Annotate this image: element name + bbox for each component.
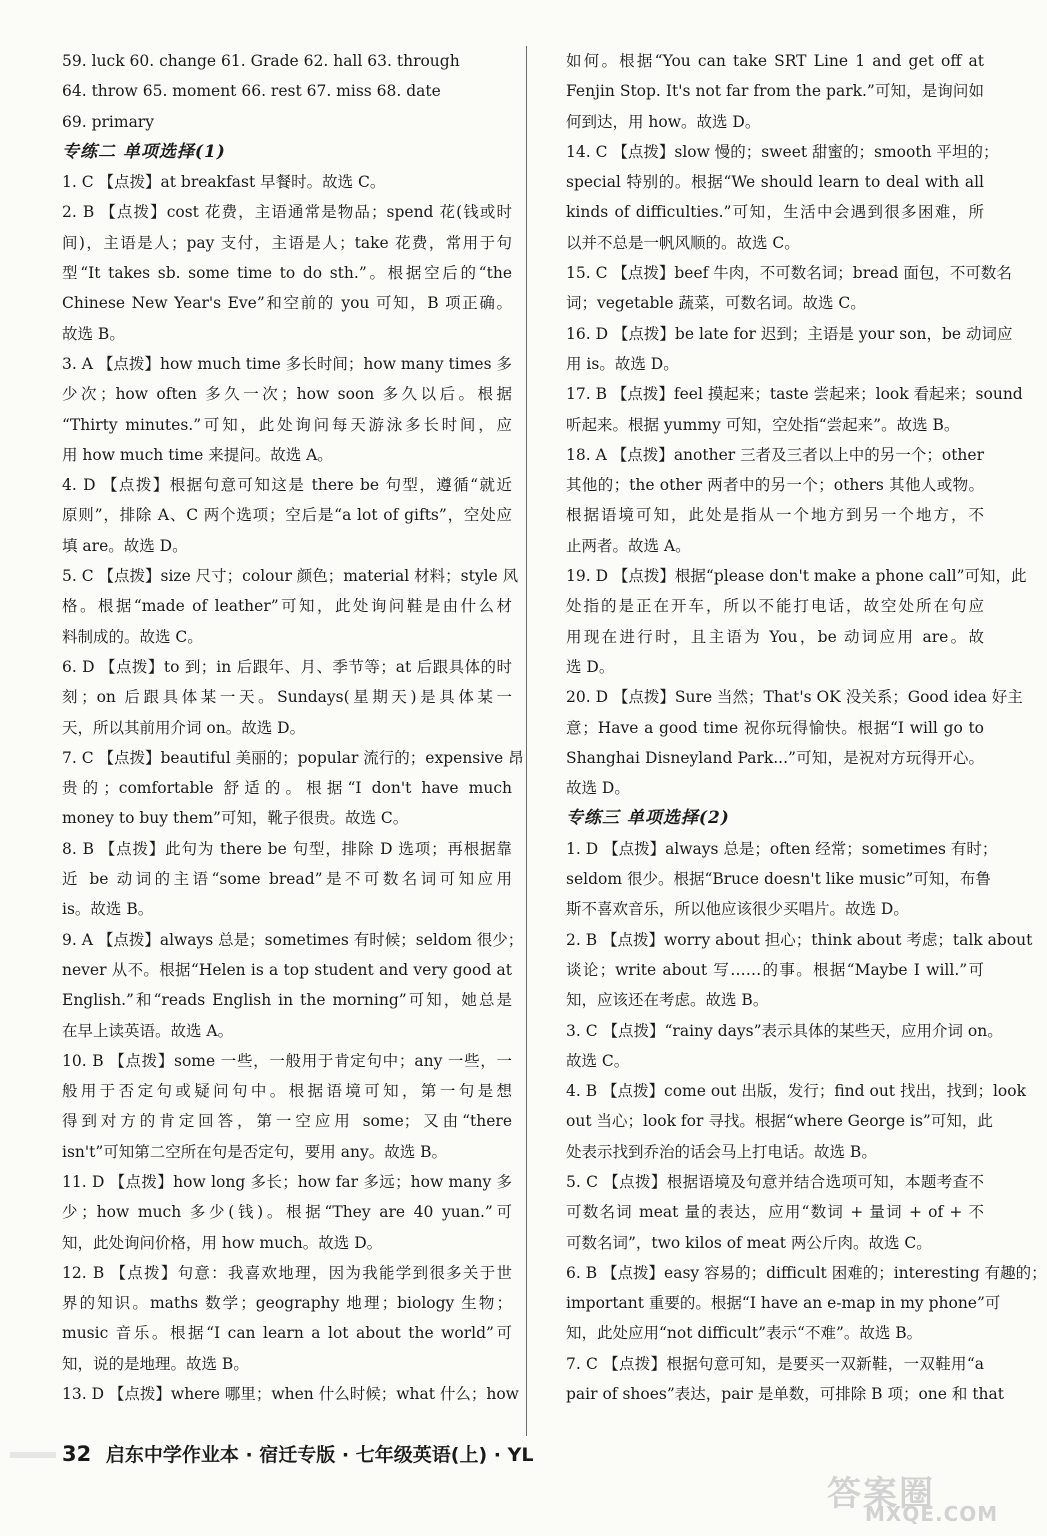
text-line: 4. D 【点拨】根据句意可知这是 there be 句型，遵循“就近 xyxy=(62,476,512,495)
text-line: 以并不总是一帆风顺的。故选 C。 xyxy=(566,233,800,252)
text-line: pair of shoes”表达，pair 是单数，可排除 B 项；one 和 that xyxy=(566,1385,1004,1404)
text-line: 少次；how often 多久一次；how soon 多久以后。根据 xyxy=(62,385,512,404)
text-line: is。故选 B。 xyxy=(62,900,154,919)
text-line: 填 are。故选 D。 xyxy=(62,536,188,555)
text-line: Shanghai Disneyland Park...”可知，是祝对方玩得开心。 xyxy=(566,748,984,767)
text-line: 词；vegetable 蔬菜，可数名词。故选 C。 xyxy=(566,294,866,313)
text-line: 故选 C。 xyxy=(566,1051,630,1070)
text-line: 59. luck 60. change 61. Grade 62. hall 63. through xyxy=(62,52,460,70)
watermark-url: MXQE.COM xyxy=(865,1502,999,1526)
text-line: 谈论；write about 写……的事。根据“Maybe I will.”可 xyxy=(566,960,984,979)
text-line: 刻；on 后跟具体某一天。Sundays(星期天)是具体某一 xyxy=(62,688,512,707)
text-line: 用现在进行时，且主语为 You，be 动词应用 are。故 xyxy=(566,627,984,646)
text-line: kinds of difficulties.”可知，生活中会遇到很多困难，所 xyxy=(566,203,984,222)
text-line: 型“It takes sb. some time to do sth.”。根据空后的“the xyxy=(62,264,512,283)
section-heading: 专练三 单项选择(2) xyxy=(566,808,730,829)
text-line: 止两者。故选 A。 xyxy=(566,536,691,555)
text-line: 近 be 动词的主语“some bread”是不可数名词可知应用 xyxy=(62,870,512,889)
text-line: 16. D 【点拨】be late for 迟到；主语是 your son，be 动词应 xyxy=(566,324,1013,343)
text-line: 可数名词 meat 量的表达，应用“数词 + 量词 + of + 不 xyxy=(566,1203,984,1222)
text-line: important 重要的。根据“I have an e-map in my phone”可 xyxy=(566,1294,1001,1313)
text-line: 根据语境可知，此处是指从一个地方到另一个地方，不 xyxy=(566,506,984,525)
text-line: 9. A 【点拨】always 总是；sometimes 有时候；seldom 很少； xyxy=(62,930,524,949)
text-line: 20. D 【点拨】Sure 当然；That's OK 没关系；Good idea 好主 xyxy=(566,688,1023,707)
page-number: 32 xyxy=(62,1442,92,1466)
text-line: 处表示找到乔治的话会马上打电话。故选 B。 xyxy=(566,1142,877,1161)
text-line: special 特别的。根据“We should learn to deal with all xyxy=(566,173,984,192)
text-line: seldom 很少。根据“Bruce doesn't like music”可知，布鲁 xyxy=(566,870,991,889)
text-line: 界的知识。maths 数学；geography 地理；biology 生物； xyxy=(62,1294,512,1313)
text-line: 天，所以其前用介词 on。故选 D。 xyxy=(62,718,306,737)
text-line: 何到达，用 how。故选 D。 xyxy=(566,112,761,131)
text-line: 7. C 【点拨】根据句意可知，是要买一双新鞋，一双鞋用“a xyxy=(566,1354,984,1373)
text-line: 7. C 【点拨】beautiful 美丽的；popular 流行的；expensive 昂 xyxy=(62,748,524,767)
text-line: 11. D 【点拨】how long 多长；how far 多远；how many 多 xyxy=(62,1172,512,1191)
text-line: 知，说的是地理。故选 B。 xyxy=(62,1354,249,1373)
text-line: 格。根据“made of leather”可知，此处询问鞋是由什么材 xyxy=(62,597,512,616)
text-line: 般用于否定句或疑问句中。根据语境可知，第一句是想 xyxy=(62,1082,512,1101)
text-line: 10. B 【点拨】some 一些，一般用于肯定句中；any 一些，一 xyxy=(62,1051,512,1070)
section-heading: 专练二 单项选择(1) xyxy=(62,141,226,162)
text-line: 原则”，排除 A、C 两个选项；空后是“a lot of gifts”，空处应 xyxy=(62,506,512,525)
text-line: 用 is。故选 D。 xyxy=(566,354,679,373)
text-line: Chinese New Year's Eve”和空前的 you 可知，B 项正确。 xyxy=(62,294,512,313)
text-line: 19. D 【点拨】根据“please don't make a phone call”可知，此 xyxy=(566,567,1027,586)
text-line: 15. C 【点拨】beef 牛肉，不可数名词；bread 面包，不可数名 xyxy=(566,264,1012,283)
text-line: 知，此处应用“not difficult”表示“不难”。故选 B。 xyxy=(566,1324,923,1343)
text-line: money to buy them”可知，靴子很贵。故选 C。 xyxy=(62,809,409,828)
watermark-mark: 答案圈 xyxy=(827,1474,935,1514)
text-line: English.”和“reads English in the morning”可知，她总是 xyxy=(62,991,512,1010)
text-line: isn't”可知第二空所在句是否定句，要用 any。故选 B。 xyxy=(62,1142,448,1161)
text-line: 2. B 【点拨】worry about 担心；think about 考虑；talk about xyxy=(566,930,1033,949)
left-column xyxy=(62,46,524,1409)
footer-decoration xyxy=(10,1452,56,1458)
text-line: 如何。根据“You can take SRT Line 1 and get off at xyxy=(566,52,984,70)
book-title: 启东中学作业本 · 宿迁专版 · 七年级英语(上) · YL xyxy=(105,1444,534,1466)
text-line: 5. C 【点拨】size 尺寸；colour 颜色；material 材料；style 风 xyxy=(62,567,519,586)
text-line: 意；Have a good time 祝你玩得愉快。根据“I will go to xyxy=(566,718,984,737)
text-line: 贵的；comfortable 舒适的。根据“I don't have much xyxy=(62,779,512,798)
text-line: 知，应该还在考虑。故选 B。 xyxy=(566,991,769,1010)
text-line: 12. B 【点拨】句意：我喜欢地理，因为我能学到很多关于世 xyxy=(62,1263,512,1282)
text-line: 选 D。 xyxy=(566,657,615,676)
text-line: 故选 B。 xyxy=(62,324,125,343)
text-line: 在早上读英语。故选 A。 xyxy=(62,1021,234,1040)
text-line: 14. C 【点拨】slow 慢的；sweet 甜蜜的；smooth 平坦的； xyxy=(566,142,999,161)
text-line: 17. B 【点拨】feel 摸起来；taste 尝起来；look 看起来；sound xyxy=(566,385,1023,404)
text-line: 少；how much 多少(钱)。根据“They are 40 yuan.”可 xyxy=(62,1203,512,1222)
text-line: Fenjin Stop. It's not far from the park.”可知，是询问如 xyxy=(566,82,984,101)
text-line: 1. D 【点拨】always 总是；often 经常；sometimes 有时； xyxy=(566,839,998,858)
text-line: 处指的是正在开车，所以不能打电话，故空处所在句应 xyxy=(566,597,984,616)
text-line: 5. C 【点拨】根据语境及句意并结合选项可知，本题考查不 xyxy=(566,1172,984,1191)
text-line: 64. throw 65. moment 66. rest 67. miss 68. date xyxy=(62,82,441,101)
text-line: 18. A 【点拨】another 三者及三者以上中的另一个；other xyxy=(566,445,984,464)
page-footer xyxy=(62,1440,533,1467)
text-line: 6. D 【点拨】to 到；in 后跟年、月、季节等；at 后跟具体的时 xyxy=(62,657,512,676)
text-line: 4. B 【点拨】come out 出版，发行；find out 找出，找到；look xyxy=(566,1082,1026,1101)
text-line: 听起来。根据 yummy 可知，空处指“尝起来”。故选 B。 xyxy=(566,415,960,434)
text-line: 13. D 【点拨】where 哪里；when 什么时候；what 什么；how xyxy=(62,1385,519,1404)
right-column xyxy=(566,46,1047,1409)
text-line: “Thirty minutes.”可知，此处询问每天游泳多长时间，应 xyxy=(62,415,512,434)
text-line: 知，此处询问价格，用 how much。故选 D。 xyxy=(62,1233,383,1252)
text-line: 故选 D。 xyxy=(566,779,630,798)
column-divider xyxy=(526,46,527,1436)
text-line: 用 how much time 来提问。故选 A。 xyxy=(62,445,333,464)
text-line: 69. primary xyxy=(62,112,154,131)
text-line: 料制成的。故选 C。 xyxy=(62,627,203,646)
text-line: 间)，主语是人；pay 支付，主语是人；take 花费，常用于句 xyxy=(62,233,512,252)
text-line: 1. C 【点拨】at breakfast 早餐时。故选 C。 xyxy=(62,173,386,192)
text-line: 3. A 【点拨】how much time 多长时间；how many times 多 xyxy=(62,354,512,373)
text-line: 8. B 【点拨】此句为 there be 句型，排除 D 选项；再根据靠 xyxy=(62,839,512,858)
text-line: 3. C 【点拨】“rainy days”表示具体的某些天，应用介词 on。 xyxy=(566,1021,1003,1040)
text-line: 斯不喜欢音乐，所以他应该很少买唱片。故选 D。 xyxy=(566,900,909,919)
text-line: 得到对方的肯定回答，第一空应用 some；又由“there xyxy=(62,1112,512,1131)
text-line: never 从不。根据“Helen is a top student and very good at xyxy=(62,960,512,979)
text-line: 可数名词”，two kilos of meat 两公斤肉。故选 C。 xyxy=(566,1233,932,1252)
watermark-logo xyxy=(827,1466,997,1528)
text-line: out 当心；look for 寻找。根据“where George is”可知，此 xyxy=(566,1112,993,1131)
text-line: 6. B 【点拨】easy 容易的；difficult 困难的；interesting 有趣的； xyxy=(566,1263,1047,1282)
text-line: music 音乐。根据“I can learn a lot about the world”可 xyxy=(62,1324,512,1343)
text-line: 2. B 【点拨】cost 花费，主语通常是物品；spend 花(钱或时 xyxy=(62,203,512,222)
text-line: 其他的；the other 两者中的另一个；others 其他人或物。 xyxy=(566,476,984,495)
